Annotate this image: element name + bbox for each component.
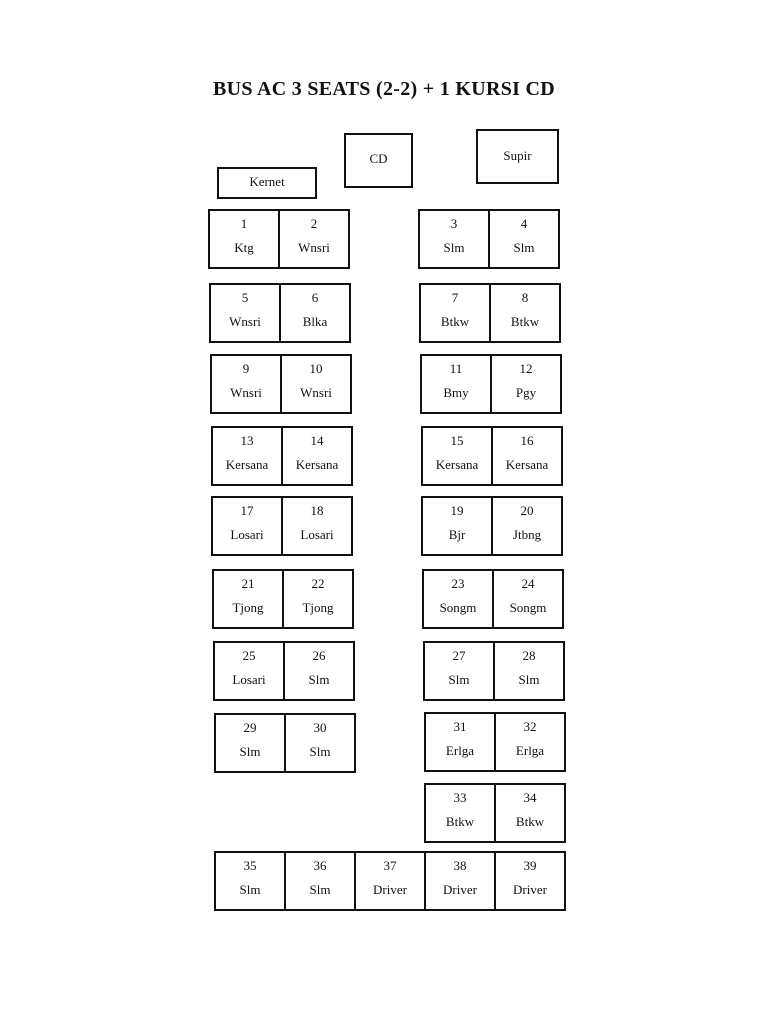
seat-1[interactable] (208, 209, 280, 269)
seat-7[interactable] (419, 283, 491, 343)
seat-destination: Btkw (515, 814, 545, 829)
seat-29[interactable] (214, 713, 286, 773)
seat-destination: Kersana (435, 457, 479, 472)
seat-destination: Slm (239, 882, 261, 897)
seat-9[interactable] (210, 354, 282, 414)
seat-number: 4 (520, 216, 528, 231)
seat-number: 6 (311, 290, 319, 305)
seat-number: 16 (520, 433, 534, 448)
kernet-box[interactable] (217, 167, 317, 199)
seat-destination: Losari (230, 527, 264, 542)
seat-number: 13 (240, 433, 254, 448)
seat-destination: Slm (308, 672, 330, 687)
seat-13[interactable] (211, 426, 283, 486)
seat-destination: Slm (513, 240, 535, 255)
seat-destination: Losari (232, 672, 266, 687)
seat-destination: Driver (443, 882, 477, 897)
seat-pair (421, 426, 565, 486)
seat-destination: Tjong (232, 600, 264, 615)
seat-number: 34 (523, 790, 537, 805)
seat-number: 24 (521, 576, 535, 591)
seat-18[interactable] (281, 496, 353, 556)
seat-number: 28 (522, 648, 536, 663)
seat-number: 30 (313, 720, 327, 735)
seat-destination: Erlga (445, 743, 475, 758)
seat-number: 11 (449, 361, 463, 376)
seat-destination: Kersana (225, 457, 269, 472)
seat-number: 22 (311, 576, 325, 591)
seat-destination: Slm (448, 672, 470, 687)
cd-seat-box[interactable] (344, 133, 413, 188)
page-title: BUS AC 3 SEATS (2-2) + 1 KURSI CD (212, 78, 556, 100)
seat-number: 21 (241, 576, 255, 591)
seat-pair (212, 569, 356, 629)
seat-destination: Kersana (295, 457, 339, 472)
kernet-label: Kernet (249, 174, 285, 189)
seat-destination: Driver (373, 882, 407, 897)
seat-number: 20 (520, 503, 534, 518)
seat-number: 1 (240, 216, 248, 231)
seat-11[interactable] (420, 354, 492, 414)
seat-pair (422, 569, 566, 629)
seat-destination: Wnsri (300, 385, 332, 400)
seat-31[interactable] (424, 712, 496, 772)
seat-number: 15 (450, 433, 464, 448)
seat-27[interactable] (423, 641, 495, 701)
seat-number: 10 (309, 361, 323, 376)
seat-12[interactable] (490, 354, 562, 414)
seat-number: 18 (310, 503, 324, 518)
seat-pair (418, 209, 562, 269)
seat-number: 23 (451, 576, 465, 591)
seat-number: 31 (453, 719, 467, 734)
cd-label: CD (369, 151, 388, 166)
seat-number: 19 (450, 503, 464, 518)
seat-39[interactable] (494, 851, 566, 911)
seat-number: 39 (523, 858, 537, 873)
seat-number: 8 (521, 290, 529, 305)
seat-pair (424, 712, 568, 772)
seat-number: 27 (452, 648, 466, 663)
seat-23[interactable] (422, 569, 494, 629)
seat-number: 5 (241, 290, 249, 305)
seat-number: 3 (450, 216, 458, 231)
seat-36[interactable] (284, 851, 356, 911)
seat-20[interactable] (491, 496, 563, 556)
seat-destination: Pgy (515, 385, 537, 400)
seat-destination: Slm (443, 240, 465, 255)
seat-destination: Wnsri (230, 385, 262, 400)
seat-22[interactable] (282, 569, 354, 629)
seat-pair (210, 354, 354, 414)
seat-number: 25 (242, 648, 256, 663)
seat-pair (208, 209, 352, 269)
seat-30[interactable] (284, 713, 356, 773)
seat-19[interactable] (421, 496, 493, 556)
seat-number: 17 (240, 503, 254, 518)
seat-number: 12 (519, 361, 533, 376)
seat-2[interactable] (278, 209, 350, 269)
seat-destination: Btkw (445, 814, 475, 829)
seat-destination: Songm (509, 600, 547, 615)
seat-6[interactable] (279, 283, 351, 343)
seat-destination: Slm (309, 882, 331, 897)
seat-destination: Tjong (302, 600, 334, 615)
seat-destination: Wnsri (298, 240, 330, 255)
seat-15[interactable] (421, 426, 493, 486)
seat-pair (421, 496, 565, 556)
seat-3[interactable] (418, 209, 490, 269)
seat-number: 33 (453, 790, 467, 805)
seat-24[interactable] (492, 569, 564, 629)
seat-pair (213, 641, 357, 701)
seat-8[interactable] (489, 283, 561, 343)
seat-number: 2 (310, 216, 318, 231)
seat-10[interactable] (280, 354, 352, 414)
seat-number: 14 (310, 433, 324, 448)
seat-destination: Jtbng (512, 527, 542, 542)
seat-destination: Songm (439, 600, 477, 615)
seat-pair (420, 354, 564, 414)
seat-destination: Losari (300, 527, 334, 542)
seat-number: 29 (243, 720, 257, 735)
supir-label: Supir (503, 148, 532, 163)
seat-pair (424, 783, 568, 843)
seat-number: 36 (313, 858, 327, 873)
back-row (214, 851, 568, 911)
seat-number: 7 (451, 290, 459, 305)
seat-5[interactable] (209, 283, 281, 343)
seat-pair (423, 641, 567, 701)
seat-number: 32 (523, 719, 537, 734)
seat-17[interactable] (211, 496, 283, 556)
seat-28[interactable] (493, 641, 565, 701)
seat-number: 37 (383, 858, 397, 873)
seat-4[interactable] (488, 209, 560, 269)
seat-destination: Btkw (510, 314, 540, 329)
seat-number: 9 (242, 361, 250, 376)
seat-32[interactable] (494, 712, 566, 772)
seat-destination: Slm (309, 744, 331, 759)
seat-destination: Btkw (440, 314, 470, 329)
seat-number: 26 (312, 648, 326, 663)
seat-destination: Bmy (443, 385, 469, 400)
seat-destination: Ktg (234, 240, 254, 255)
supir-box[interactable] (476, 129, 559, 184)
seat-26[interactable] (283, 641, 355, 701)
seat-destination: Kersana (505, 457, 549, 472)
seat-pair (419, 283, 563, 343)
seat-destination: Blka (302, 314, 328, 329)
seat-destination: Bjr (448, 527, 466, 542)
seat-21[interactable] (212, 569, 284, 629)
seat-14[interactable] (281, 426, 353, 486)
seat-38[interactable] (424, 851, 496, 911)
seat-33[interactable] (424, 783, 496, 843)
seat-16[interactable] (491, 426, 563, 486)
seat-37[interactable] (354, 851, 426, 911)
seat-destination: Driver (513, 882, 547, 897)
seat-destination: Slm (518, 672, 540, 687)
seat-35[interactable] (214, 851, 286, 911)
seat-pair (214, 713, 358, 773)
seat-destination: Slm (239, 744, 261, 759)
seat-number: 35 (243, 858, 257, 873)
seat-pair (209, 283, 353, 343)
seat-34[interactable] (494, 783, 566, 843)
seat-pair (211, 496, 355, 556)
seat-25[interactable] (213, 641, 285, 701)
seat-destination: Wnsri (229, 314, 261, 329)
seat-pair (211, 426, 355, 486)
seat-destination: Erlga (515, 743, 545, 758)
seat-number: 38 (453, 858, 467, 873)
